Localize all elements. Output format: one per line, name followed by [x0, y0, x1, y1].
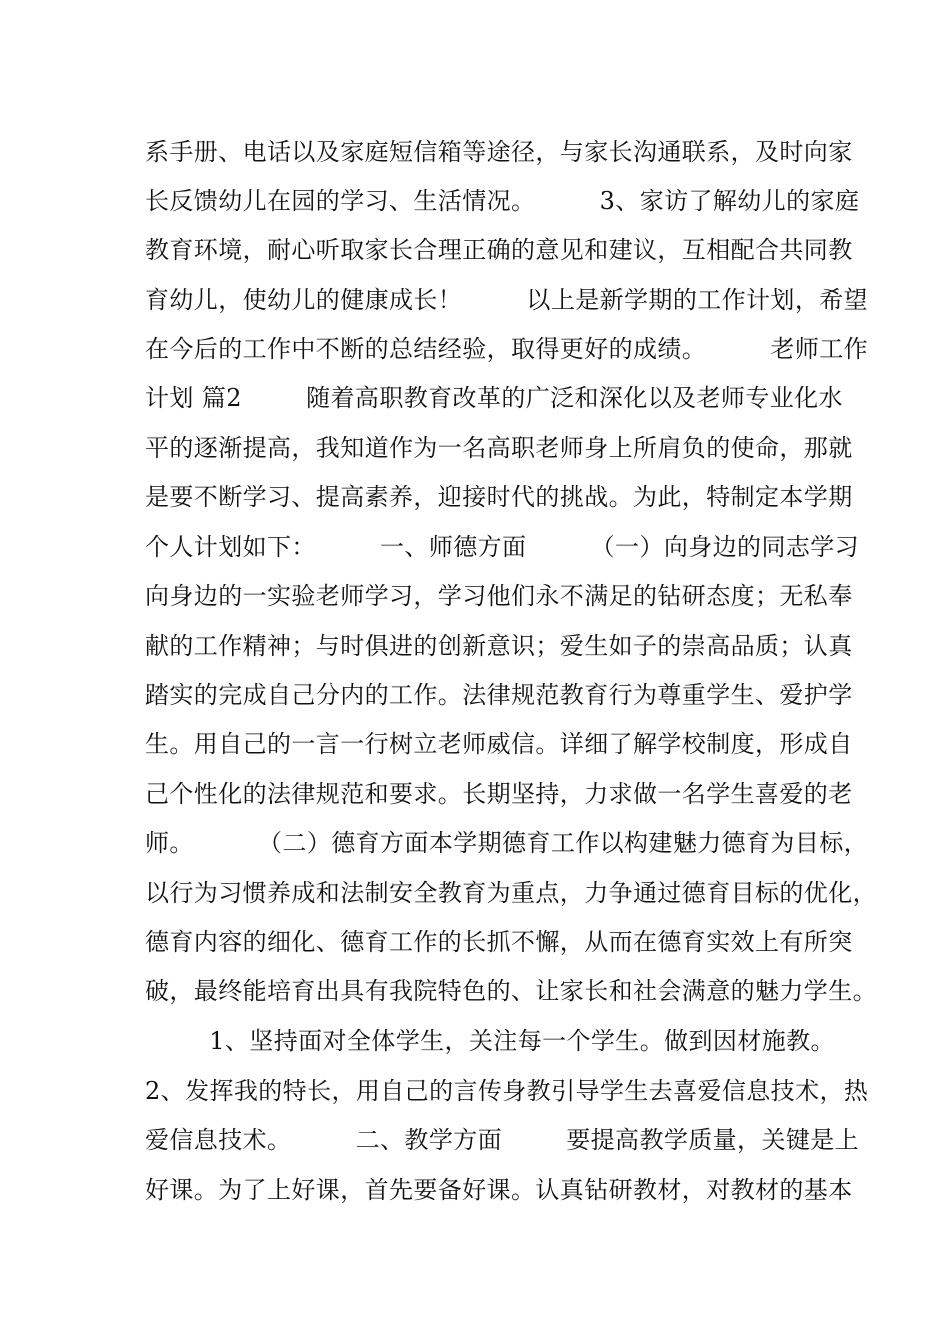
text-line: 破，最终能培育出具有我院特色的、让家长和社会满意的魅力学生。: [145, 977, 877, 1005]
text-line: 系手册、电话以及家庭短信箱等途径，与家长沟通联系，及时向家: [145, 138, 853, 166]
text-line: 平的逐渐提高，我知道作为一名高职老师身上所肩负的使命，那就: [145, 434, 853, 462]
text-line: 2、发挥我的特长，用自己的言传身教引导学生去喜爱信息技术，热: [145, 1077, 869, 1105]
text-line: 是要不断学习、提高素养，迎接时代的挑战。为此，特制定本学期: [145, 483, 853, 511]
text-line: 个人计划如下： 一、师德方面 （一）向身边的同志学习: [145, 533, 860, 561]
text-line: 向身边的一实验老师学习，学习他们永不满足的钻研态度；无私奉: [145, 582, 853, 610]
text-line: 教育环境，耐心听取家长合理正确的意见和建议，互相配合共同教: [145, 236, 853, 264]
text-line: 长反馈幼儿在园的学习、生活情况。 3、家访了解幼儿的家庭: [145, 187, 860, 215]
text-line: 在今后的工作中不断的总结经验，取得更好的成绩。 老师工作: [145, 335, 869, 363]
text-line: 好课。为了上好课，首先要备好课。认真钻研教材，对教材的基本: [145, 1176, 853, 1204]
text-line: 1、坚持面对全体学生，关注每一个学生。做到因材施教。: [145, 1027, 835, 1055]
text-line: 师。 （二）德育方面本学期德育工作以构建魅力德育为目标，: [145, 829, 869, 857]
text-line: 爱信息技术。 二、教学方面 要提高教学质量，关键是上: [145, 1126, 860, 1154]
text-line: 计划 篇2 随着高职教育改革的广泛和深化以及老师专业化水: [145, 384, 843, 412]
text-line: 献的工作精神；与时俱进的创新意识；爱生如子的崇高品质；认真: [145, 632, 853, 660]
text-line: 育幼儿，使幼儿的健康成长！ 以上是新学期的工作计划，希望: [145, 286, 869, 314]
text-line: 己个性化的法律规范和要求。长期坚持，力求做一名学生喜爱的老: [145, 780, 853, 808]
text-line: 德育内容的细化、德育工作的长抓不懈，从而在德育实效上有所突: [145, 928, 853, 956]
text-line: 生。用自己的一言一行树立老师威信。详细了解学校制度，形成自: [145, 730, 853, 758]
text-line: 以行为习惯养成和法制安全教育为重点，力争通过德育目标的优化，: [145, 879, 877, 907]
text-line: 踏实的完成自己分内的工作。法律规范教育行为尊重学生、爱护学: [145, 681, 853, 709]
